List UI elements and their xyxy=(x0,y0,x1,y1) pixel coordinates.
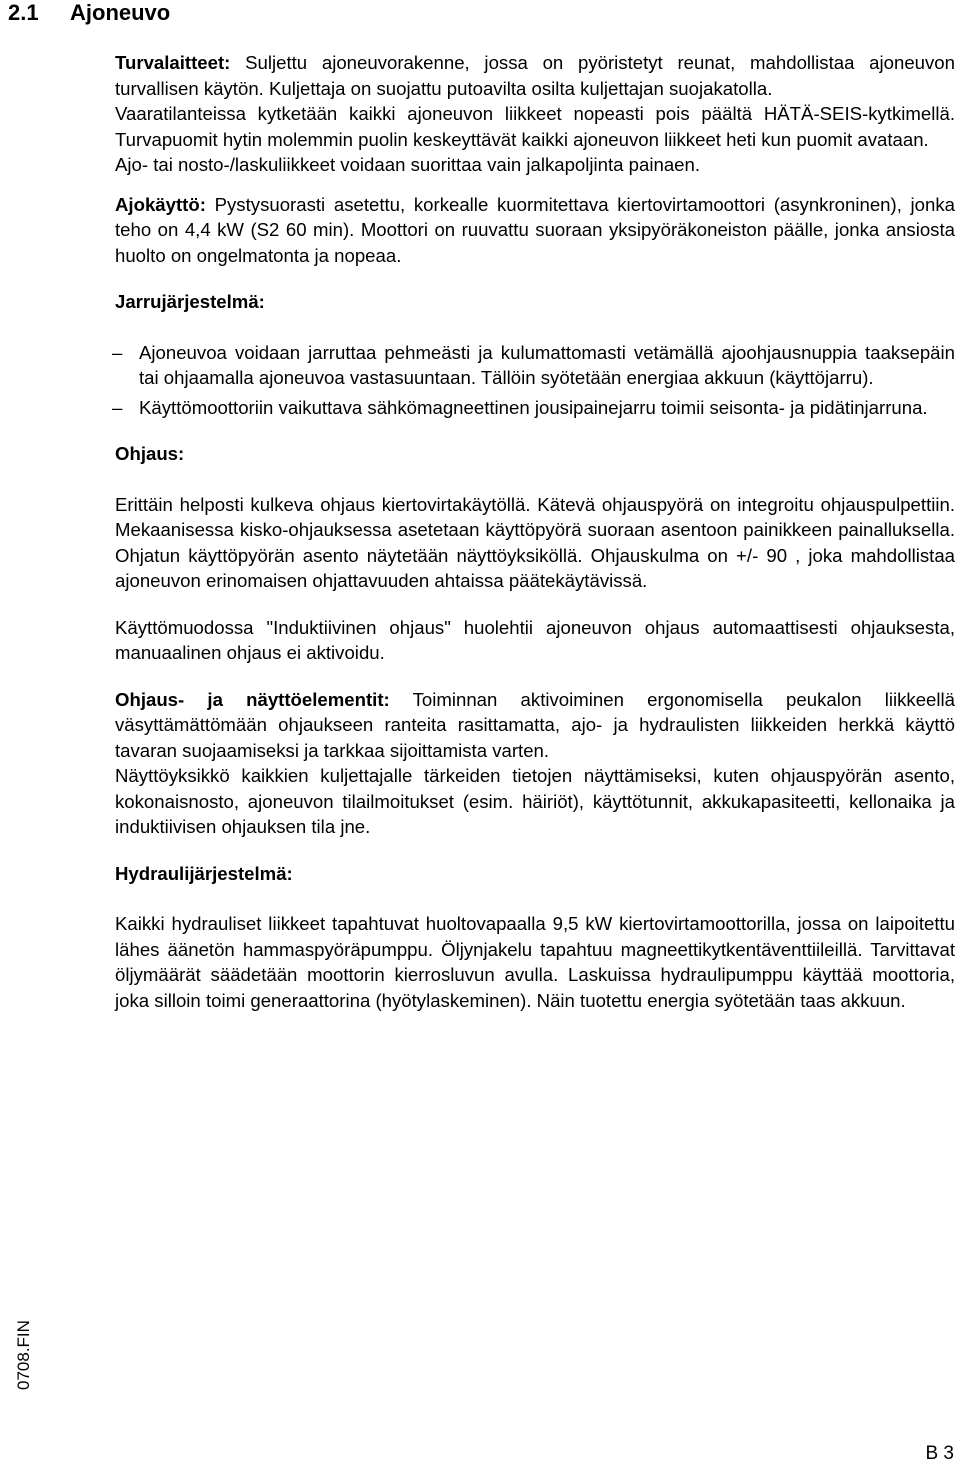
controls-paragraph xyxy=(115,687,955,764)
hydraulics-paragraph: Kaikki hydrauliset liikkeet tapahtuvat huoltovapaalla 9,5 kW kiertovirtamoottorilla, jossa on laipoitettu lähes äänetön hammaspyöräpumppu. Öljynjakelu tapahtuu magneettikytkentäventtiileillä. Tarvittavat öljymäärät säädetään moottorin kierrosluvun avulla. Laskuissa hydraulipumppu käyttää moottoria, joka silloin toimi generaattorina (hyötylaskeminen). Näin tuotettu energia syötetään taas akkuun. xyxy=(115,913,955,1011)
list-item xyxy=(112,340,955,391)
brakes-list xyxy=(112,340,955,421)
safety-label: Turvalaitteet: xyxy=(115,52,231,73)
section-title: Ajoneuvo xyxy=(70,0,171,25)
section-heading xyxy=(8,0,170,26)
dash-bullet: – xyxy=(112,341,123,363)
page-number: B 3 xyxy=(925,1443,954,1464)
steering-paragraph-1: Erittäin helposti kulkeva ohjaus kiertovirtakäytöllä. Kätevä ohjauspyörä on integroitu ohjauspulpettiin. Mekaanisessa kisko-ohjauksessa asetetaan käyttöpyörä suoraan asentoon painikkeen painalluksella. Ohjatun käyttöpyörän asento näytetään näyttöyksiköllä. Ohjauskulma on +/- 90 , joka mahdollistaa ajoneuvon erinomaisen ohjattavuuden ahtaissa päätekäytävissä. xyxy=(115,493,955,591)
dash-bullet: – xyxy=(112,396,123,418)
document-code: 0708.FIN xyxy=(14,1320,33,1390)
safety-paragraph-3: Ajo- tai nosto-/laskuliikkeet voidaan suorittaa vain jalkapoljinta painaen. xyxy=(115,154,701,175)
hydraulics-heading: Hydraulijärjestelmä: xyxy=(115,862,293,884)
drive-paragraph xyxy=(115,192,955,269)
safety-paragraph xyxy=(115,50,955,101)
section-number: 2.1 xyxy=(8,0,39,25)
controls-label: Ohjaus- ja näyttöelementit: xyxy=(115,688,390,710)
safety-text-1: Suljettu ajoneuvorakenne, jossa on pyöristetyt reunat, mahdollistaa ajoneuvon turvallisen käytön. Kuljettaja on suojattu putoavilta osilta kuljettajan suojakatolla. xyxy=(115,52,955,99)
steering-heading: Ohjaus: xyxy=(115,443,185,464)
drive-label: Ajokäyttö: xyxy=(115,193,206,215)
brakes-item-1: Ajoneuvoa voidaan jarruttaa pehmeästi ja kulumattomasti vetämällä ajoohjausnuppia taaksepäin tai ohjaamalla ajoneuvoa vastasuuntaan. Tällöin syötetään energiaa akkuun (käyttöjarru). xyxy=(139,341,955,388)
list-item xyxy=(112,395,955,421)
controls-paragraph-2: Näyttöyksikkö kaikkien kuljettajalle tärkeiden tietojen näyttämiseksi, kuten ohjauspyörän asento, kokonaisnosto, ajoneuvon tilailmoitukset (esim. häiriöt), käyttötunnit, akkukapasiteetti, kellonaika ja induktiivisen ohjauksen tila jne. xyxy=(115,765,955,837)
safety-paragraph-2: Vaaratilanteissa kytketään kaikki ajoneuvon liikkeet nopeasti pois päältä HÄTÄ-SEIS-kytkimellä. Turvapuomit hytin molemmin puolin keskeyttävät kaikki ajoneuvon liikkeet heti kun puomit avataan. xyxy=(115,103,955,150)
brakes-heading: Jarrujärjestelmä: xyxy=(115,291,265,312)
controls-text-1: Toiminnan aktivoiminen ergonomisella peukalon liikkeellä väsyttämättömään ohjaukseen ranteita rasittamatta, ajo- ja hydraulisten liikkeiden herkkä käyttö tavaran suojaamiseksi ja tarkkaa sijoittamista varten. xyxy=(115,688,955,761)
document-body xyxy=(112,50,955,1013)
drive-text: Pystysuorasti asetettu, korkealle kuormitettava kiertovirtamoottori (asynkroninen), jonka teho on 4,4 kW (S2 60 min). Moottori on ruuvattu suoraan yksipyöräkoneiston päälle, jonka ansiosta huolto on ongelmatonta ja nopeaa. xyxy=(115,193,955,266)
brakes-item-2: Käyttömoottoriin vaikuttava sähkömagneettinen jousipainejarru toimii seisonta- ja pidätinjarruna. xyxy=(139,396,928,418)
steering-paragraph-2: Käyttömuodossa "Induktiivinen ohjaus" huolehtii ajoneuvon ohjaus automaattisesti ohjauksesta, manuaalinen ohjaus ei aktivoidu. xyxy=(115,616,955,663)
